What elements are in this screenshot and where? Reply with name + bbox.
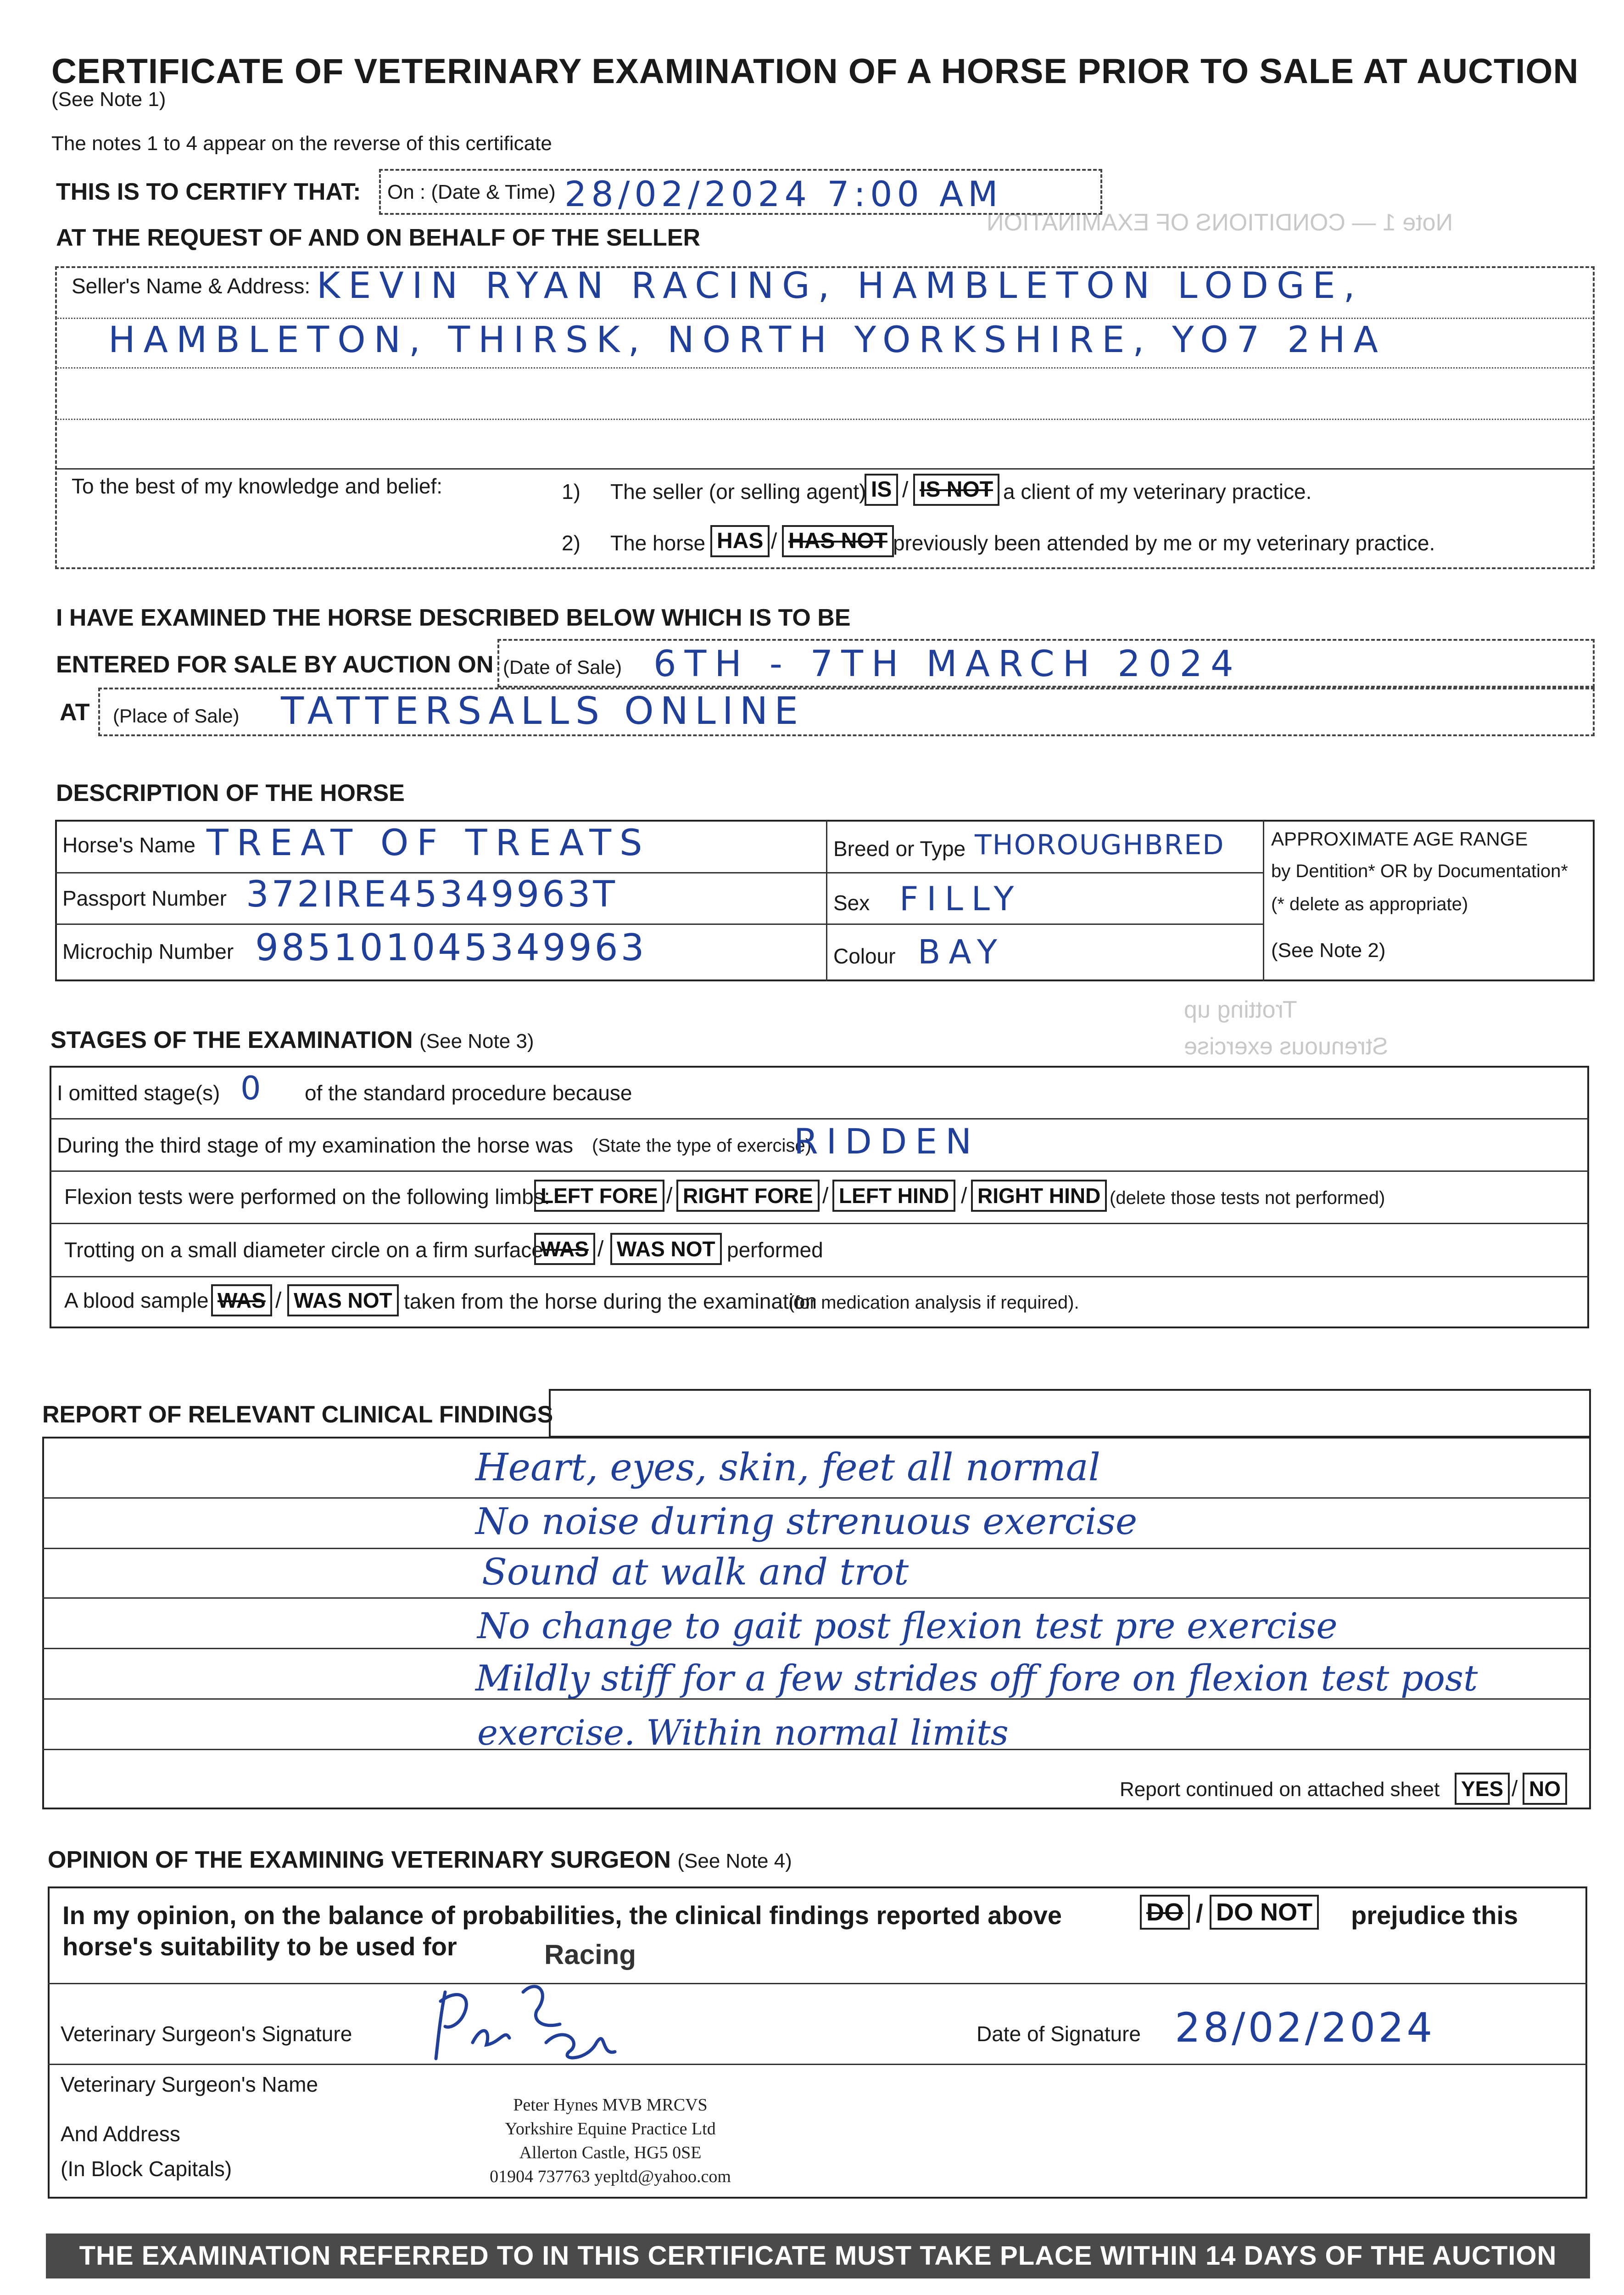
entered-heading: ENTERED FOR SALE BY AUCTION ON [56, 651, 494, 678]
certificate-title: CERTIFICATE OF VETERINARY EXAMINATION OF A HORSE PRIOR TO SALE AT AUCTION [51, 52, 1579, 91]
flexion-right-fore: RIGHT FORE [676, 1180, 820, 1212]
continued-no: NO [1523, 1773, 1567, 1805]
statement-2-number: 2) [562, 531, 580, 555]
report-continued-text: Report continued on attached sheet [1120, 1778, 1440, 1801]
footer-banner: THE EXAMINATION REFERRED TO IN THIS CERTIFICATE MUST TAKE PLACE WITHIN 14 DAYS OF THE AUCTION [46, 2233, 1590, 2278]
belief-label: To the best of my knowledge and belief: [72, 474, 443, 498]
blood-note: (for medication analysis if required). [788, 1293, 1079, 1313]
statement-1-post: a client of my veterinary practice. [1003, 480, 1312, 504]
sex-label: Sex [833, 891, 870, 915]
opinion-purpose: Racing [544, 1939, 636, 1970]
blood-post: taken from the horse during the examination [404, 1289, 817, 1313]
horse-name-value: TREAT OF TREATS [206, 823, 651, 864]
breed-label: Breed or Type [833, 837, 966, 861]
stages-heading: STAGES OF THE EXAMINATION (See Note 3) [50, 1027, 534, 1053]
finding-line-6: exercise. Within normal limits [477, 1712, 1009, 1753]
trotting-was-not: WAS NOT [610, 1233, 722, 1265]
is-option: IS [865, 474, 898, 506]
date-signature-value: 28/02/2024 [1175, 2004, 1435, 2051]
passport-value: 372IRE45349963T [246, 874, 618, 915]
finding-line-5: Mildly stiff for a few strides off fore on flexion test post [475, 1658, 1478, 1699]
at-label: AT [60, 699, 90, 726]
seller-label: Seller's Name & Address: [72, 274, 311, 298]
seller-box [55, 266, 1595, 569]
microchip-value: 985101045349963 [255, 926, 647, 969]
has-not-option-struck: HAS NOT [782, 525, 894, 557]
seller-line-2: HAMBLETON, THIRSK, NORTH YORKSHIRE, YO7 2HA [108, 319, 1386, 361]
exam-date-box [379, 169, 1102, 215]
surgeon-name-label: Veterinary Surgeon's Name [61, 2072, 318, 2096]
stamp-line-4: 01904 737763 yepltd@yahoo.com [490, 2167, 731, 2186]
practice-stamp [450, 2093, 771, 2189]
third-stage-note: (State the type of exercise) [592, 1136, 812, 1156]
sale-date-value: 6TH - 7TH MARCH 2024 [653, 644, 1242, 685]
trotting-text: Trotting on a small diameter circle on a firm surface [64, 1238, 543, 1262]
finding-line-1: Heart, eyes, skin, feet all normal [475, 1446, 1100, 1489]
statement-2-post: previously been attended by me or my veterinary practice. [893, 531, 1435, 555]
sale-place-value: TATTERSALLS ONLINE [281, 689, 805, 733]
opinion-heading: OPINION OF THE EXAMINING VETERINARY SURGEON (See Note 4) [48, 1847, 792, 1873]
age-range-by: by Dentition* OR by Documentation* [1271, 861, 1568, 881]
signature-label: Veterinary Surgeon's Signature [61, 2022, 352, 2046]
blood-was-struck: WAS [211, 1284, 272, 1316]
has-option: HAS [710, 525, 770, 557]
blood-was-not: WAS NOT [287, 1284, 399, 1316]
omitted-value: 0 [240, 1069, 269, 1107]
address-label: And Address [61, 2122, 180, 2146]
finding-line-3: Sound at walk and trot [482, 1551, 909, 1593]
notes-line: The notes 1 to 4 appear on the reverse of this certificate [51, 132, 552, 155]
continued-yes: YES [1455, 1773, 1510, 1805]
opinion-do-not: DO NOT [1210, 1895, 1319, 1930]
flexion-left-hind: LEFT HIND [832, 1180, 955, 1212]
statement-2-text: The horse [610, 531, 706, 555]
statement-1-text: The seller (or selling agent) [610, 480, 866, 504]
finding-line-2: No noise during strenuous exercise [475, 1500, 1138, 1543]
colour-value: BAY [918, 933, 1006, 971]
opinion-text-1-post: prejudice this [1351, 1901, 1518, 1930]
exam-date-label: On : (Date & Time) [387, 181, 556, 203]
flexion-note: (delete those tests not performed) [1110, 1188, 1385, 1208]
bleed-through-text: Note 1 — CONDITIONS OF EXAMINATION [987, 209, 1453, 236]
finding-line-4: No change to gait post flexion test pre exercise [477, 1606, 1338, 1647]
stamp-line-2: Yorkshire Equine Practice Ltd [505, 2119, 716, 2138]
veterinary-signature [431, 1974, 624, 2066]
horse-name-label: Horse's Name [62, 833, 195, 857]
colour-label: Colour [833, 944, 896, 968]
date-signature-label: Date of Signature [977, 2022, 1141, 2046]
opinion-text-1: In my opinion, on the balance of probabilities, the clinical findings reported above [62, 1901, 1062, 1930]
block-capitals-label: (In Block Capitals) [61, 2157, 232, 2181]
flexion-right-hind: RIGHT HIND [971, 1180, 1107, 1212]
third-stage-text: During the third stage of my examination the horse was [57, 1133, 574, 1157]
report-header-box [549, 1389, 1591, 1438]
third-stage-value: RIDDEN [794, 1121, 980, 1162]
omitted-post: of the standard procedure because [305, 1081, 632, 1105]
trotting-post: performed [727, 1238, 823, 1262]
breed-value: THOROUGHBRED [975, 829, 1225, 861]
sale-date-label: (Date of Sale) [503, 656, 622, 678]
exam-date-value: 28/02/2024 7:00 AM [564, 174, 1003, 214]
blood-text: A blood sample [64, 1288, 209, 1312]
seller-line-1: KEVIN RYAN RACING, HAMBLETON LODGE, [317, 265, 1363, 307]
see-note-1: (See Note 1) [51, 88, 166, 111]
sex-value: FILLY [899, 879, 1022, 918]
examined-heading: I HAVE EXAMINED THE HORSE DESCRIBED BELOW WHICH IS TO BE [56, 605, 851, 631]
statement-1-number: 1) [562, 480, 580, 504]
microchip-label: Microchip Number [62, 940, 234, 963]
sale-place-box [98, 688, 1595, 736]
bleed-through-text: Trotting up [1184, 996, 1297, 1023]
bleed-through-text: Strenuous exercise [1184, 1033, 1389, 1060]
age-range-note: (See Note 2) [1271, 939, 1386, 962]
report-heading: REPORT OF RELEVANT CLINICAL FINDINGS [42, 1401, 553, 1428]
trotting-was-struck: WAS [534, 1233, 595, 1265]
opinion-text-2: horse's suitability to be used for [62, 1932, 457, 1961]
is-not-option-struck: IS NOT [913, 474, 999, 506]
sale-date-box [497, 639, 1595, 688]
age-range-delete: (* delete as appropriate) [1271, 894, 1468, 914]
stamp-line-3: Allerton Castle, HG5 0SE [519, 2143, 702, 2162]
certify-label: THIS IS TO CERTIFY THAT: [56, 179, 361, 205]
flexion-text: Flexion tests were performed on the following limbs: [64, 1185, 550, 1209]
omitted-text: I omitted stage(s) [57, 1081, 220, 1105]
age-range-title: APPROXIMATE AGE RANGE [1271, 828, 1528, 850]
description-heading: DESCRIPTION OF THE HORSE [56, 780, 405, 806]
passport-label: Passport Number [62, 886, 227, 910]
stamp-line-1: Peter Hynes MVB MRCVS [513, 2095, 708, 2115]
opinion-do-struck: DO [1140, 1895, 1190, 1930]
request-label: AT THE REQUEST OF AND ON BEHALF OF THE SELLER [56, 224, 700, 251]
flexion-left-fore: LEFT FORE [534, 1180, 664, 1212]
sale-place-label: (Place of Sale) [113, 705, 240, 727]
